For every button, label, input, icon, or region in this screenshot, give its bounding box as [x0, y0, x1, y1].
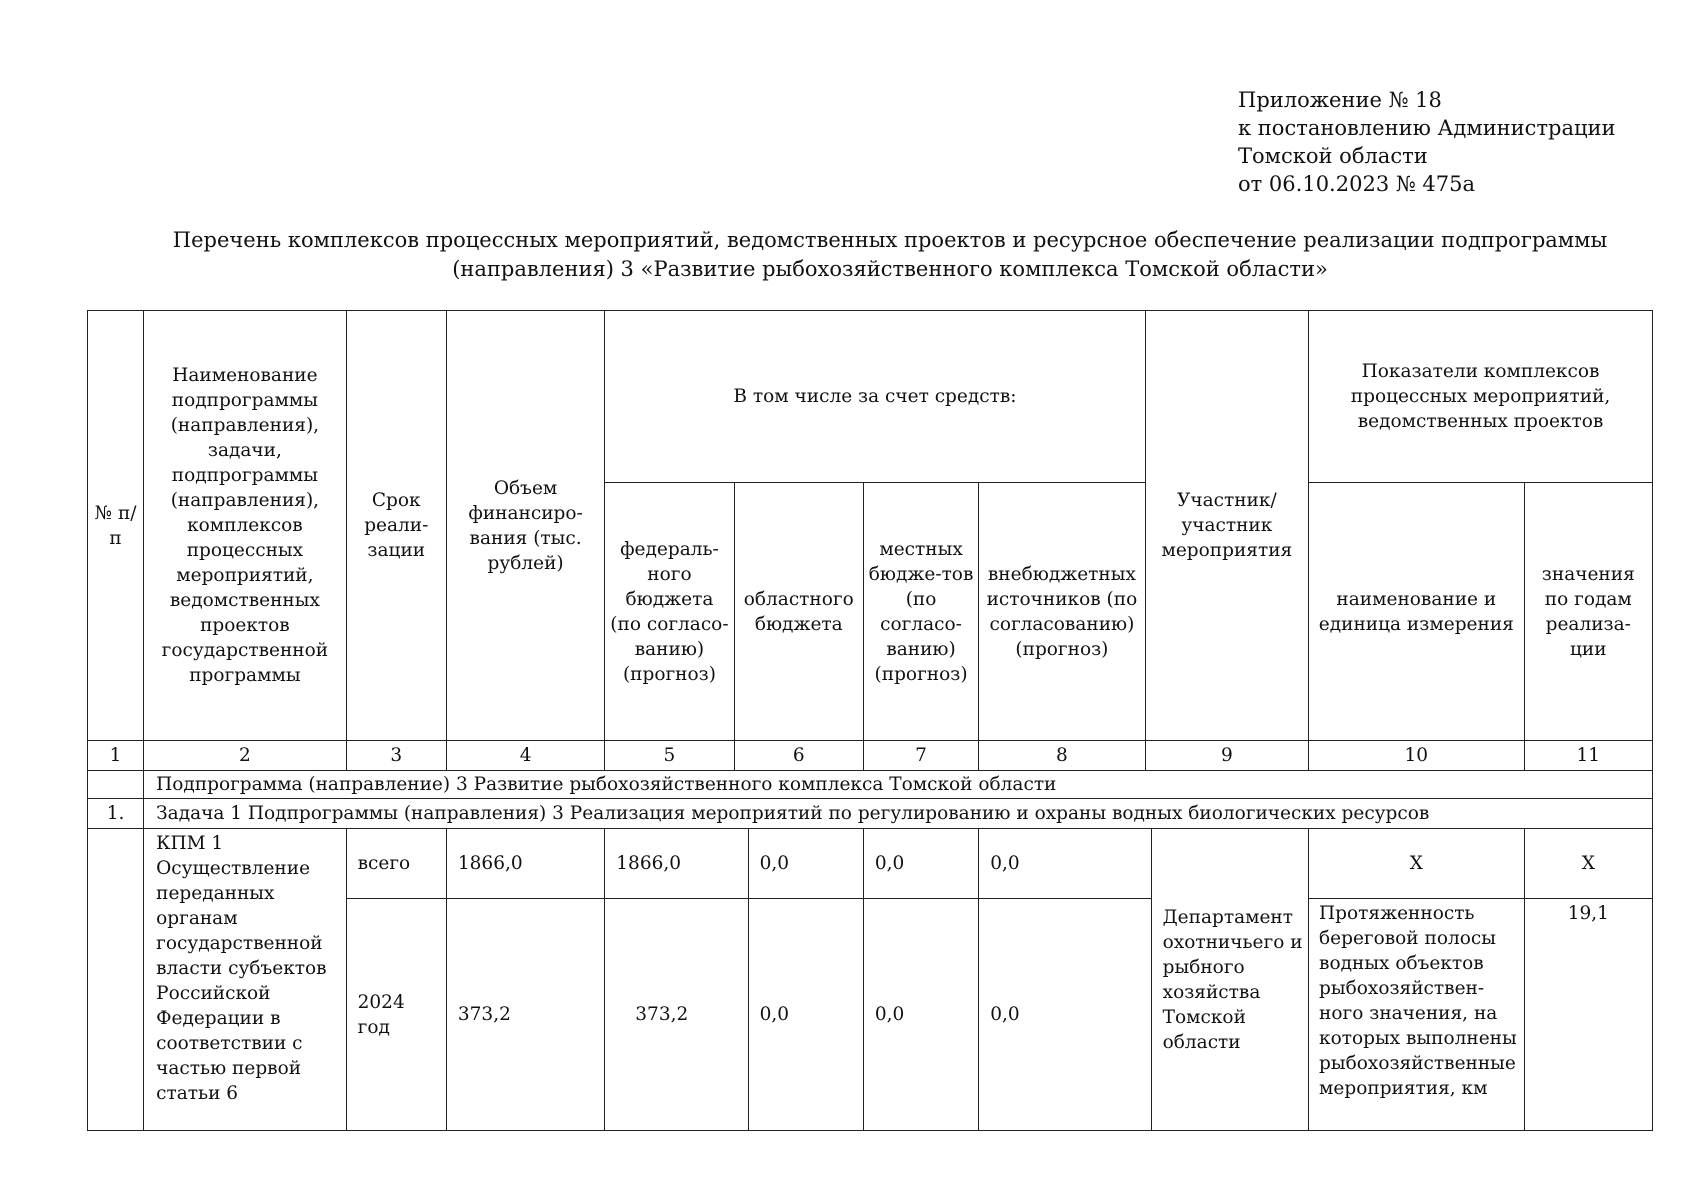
term-cell: всего [346, 829, 446, 899]
header-name: Наименование подпрограммы (направления), задачи, подпрограммы (направления), комплексов процессных мероприятий, ведомственных проектов государственной программы [144, 311, 347, 741]
regional-cell: 0,0 [748, 829, 863, 899]
document-title [160, 226, 1620, 284]
header-indicator-values: значения по годам реализа-ции [1524, 483, 1652, 741]
header-regional: областного бюджета [734, 483, 863, 741]
kpm-name: КПМ 1 Осуществление переданных органам государственной власти субъектов Российской Федерации в соответствии с частью первой статьи 6 [144, 829, 347, 1131]
column-number: 11 [1524, 741, 1652, 771]
header-including: В том числе за счет средств: [605, 311, 1145, 483]
task-number: 1. [88, 799, 144, 829]
volume-cell: 1866,0 [446, 829, 604, 899]
task-row: Задача 1 Подпрограммы (направления) 3 Реализация мероприятий по регулированию и охраны водных биологических ресурсов [144, 799, 1653, 829]
subprogram-row: Подпрограмма (направление) 3 Развитие рыбохозяйственного комплекса Томской области [144, 771, 1653, 799]
column-number: 5 [605, 741, 734, 771]
resource-table [87, 310, 1653, 1131]
federal-cell: 373,2 [605, 899, 748, 1131]
extra-cell: 0,0 [979, 829, 1151, 899]
column-number: 7 [863, 741, 978, 771]
header-local: местных бюдже-тов (по согласо-ванию) (прогноз) [863, 483, 978, 741]
term-cell: 2024 год [346, 899, 446, 1131]
appendix-line: Томской области [1238, 144, 1428, 168]
header-federal: федераль-ного бюджета (по согласо-ванию) (прогноз) [605, 483, 734, 741]
appendix-date-line: от 06.10.2023 № 475а [1238, 172, 1475, 196]
header-extra: внебюджетных источников (по согласованию) (прогноз) [979, 483, 1145, 741]
appendix-block [1238, 86, 1616, 198]
extra-cell: 0,0 [979, 899, 1151, 1131]
local-cell: 0,0 [863, 829, 978, 899]
regional-cell: 0,0 [748, 899, 863, 1131]
column-number: 3 [346, 741, 446, 771]
indicator-name-cell: X [1309, 829, 1525, 899]
title-line: Перечень комплексов процессных мероприятий, ведомственных проектов и ресурсное обеспечение реализации подпрограммы [172, 228, 1608, 252]
column-number: 9 [1145, 741, 1308, 771]
volume-cell: 373,2 [446, 899, 604, 1131]
participant-cell: Департамент охотничьего и рыбного хозяйства Томской области [1151, 829, 1308, 1131]
header-num: № п/п [88, 311, 144, 741]
empty-cell [88, 771, 144, 799]
header-indicators: Показатели комплексов процессных мероприятий, ведомственных проектов [1309, 311, 1653, 483]
indicator-value-cell: X [1524, 829, 1652, 899]
local-cell: 0,0 [863, 899, 978, 1131]
column-number: 1 [88, 741, 144, 771]
appendix-line: Приложение № 18 [1238, 88, 1442, 112]
header-term: Срок реали-зации [346, 311, 446, 741]
column-number: 10 [1309, 741, 1525, 771]
column-number: 6 [734, 741, 863, 771]
column-number: 2 [144, 741, 347, 771]
indicator-value-cell: 19,1 [1524, 899, 1652, 1131]
federal-cell: 1866,0 [605, 829, 748, 899]
header-indicator-name: наименование и единица измерения [1309, 483, 1525, 741]
header-volume: Объем финансиро-вания (тыс. рублей) [446, 311, 604, 741]
column-number: 8 [979, 741, 1145, 771]
appendix-line: к постановлению Администрации [1238, 116, 1616, 140]
empty-cell [88, 829, 144, 1131]
indicator-name-cell: Протяженность береговой полосы водных объектов рыбохозяйствен-ного значения, на которых выполнены рыбохозяйственные мероприятия, км [1309, 899, 1525, 1131]
column-number: 4 [446, 741, 604, 771]
title-line: (направления) 3 «Развитие рыбохозяйственного комплекса Томской области» [452, 257, 1328, 281]
header-participant: Участник/ участник мероприятия [1145, 311, 1308, 741]
